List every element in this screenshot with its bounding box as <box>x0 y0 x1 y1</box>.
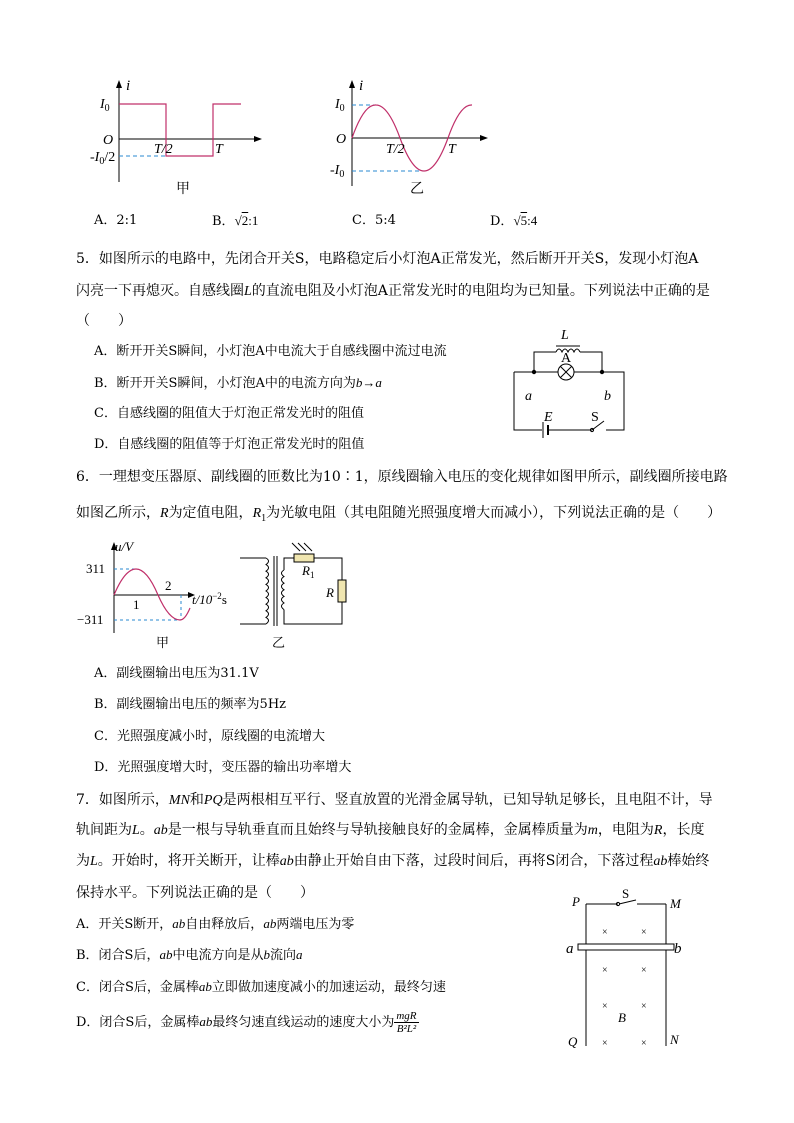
q6-R-label: R <box>326 585 334 600</box>
q6-voltage-graph <box>76 538 246 654</box>
jia-I0-label: $I_0$ <box>100 97 110 114</box>
q7-option-d-pre: D．闭合S后，金属棒 <box>76 1015 200 1030</box>
q7-field-x5: × <box>602 1001 608 1012</box>
q7-option-c-ab: ab <box>198 979 212 994</box>
yi-I0-label: $I_0$ <box>335 97 345 114</box>
q5-option-c: C．自感线圈的阻值大于灯泡正常发光时的阻值 <box>94 406 364 421</box>
q7-stem-line3 <box>76 851 709 872</box>
q7-L-symbol-2: L <box>90 854 98 869</box>
q7-stem-line1 <box>76 790 713 811</box>
q6-option-b: B．副线圈输出电压的频率为5Hz <box>94 697 287 712</box>
q7-option-b-post: 流向 <box>269 948 296 963</box>
q5-circuit-inductor-branch <box>534 352 556 372</box>
yi-T-label: T <box>448 142 456 157</box>
q6-secondary-coil <box>282 570 285 610</box>
q7-stem-line2 <box>76 820 704 841</box>
q6-transformer-circuit <box>236 540 352 654</box>
q7-m-symbol: m <box>587 823 598 838</box>
q6-311-label: 311 <box>86 561 106 576</box>
q7-field-x3: × <box>602 965 608 976</box>
yi-negI0-label: $-I_0$ <box>330 163 345 180</box>
q5-stem-line1: 5．如图所示的电路中，先闭合开关S，电路稳定后小灯泡A正常发光，然后断开开关S，发现小灯泡A <box>76 251 699 267</box>
q5-option-b-text: B．断开开关S瞬间，小灯泡A中的电流方向为 <box>94 376 356 391</box>
q7-rail-PQ: PQ <box>203 793 223 808</box>
q7-label-b: b <box>674 941 682 957</box>
q7-option-c-post: 立即做加速度减小的加速运动，最终匀速 <box>211 980 446 995</box>
q7-field-x4: × <box>641 965 647 976</box>
q7-R-symbol: R <box>653 823 663 838</box>
q6-stem-line2 <box>76 503 721 529</box>
q6-primary-coil <box>266 558 269 624</box>
q7-option-d <box>76 1008 419 1037</box>
q6-R1-symbol: R <box>252 506 262 521</box>
q6-secondary-right <box>314 558 342 580</box>
q5-label-a: a <box>525 389 532 404</box>
q5-label-E: E <box>544 410 553 425</box>
q5-label-A: A <box>561 351 572 366</box>
q6-caption-yi: 乙 <box>272 635 286 650</box>
q7-field-x8: × <box>641 1038 647 1049</box>
q7-stem-line4: 保持水平。下列说法正确的是（ ） <box>76 885 314 901</box>
yi-t-arrow <box>480 135 488 141</box>
q4-option-b-radicand: 2 <box>241 213 249 228</box>
q7-option-a <box>76 914 354 935</box>
q6-stem-line2-mid: 为定值电阻， <box>168 505 253 521</box>
q6-secondary-loop <box>284 558 294 570</box>
q6-secondary-bottom <box>284 602 342 624</box>
q7-option-a-pre: A．开关S断开， <box>76 917 173 932</box>
q5-circuit-inductor-right <box>580 352 602 372</box>
yi-T2-label: T/2 <box>386 142 405 157</box>
jia-caption: 甲 <box>176 182 190 197</box>
q6-t-label: $t/10^{-2}s$ <box>192 591 227 607</box>
q5-label-L: L <box>561 328 569 343</box>
q7-label-M: M <box>670 896 681 911</box>
q7-stem-line2-d: ，长度 <box>662 822 705 838</box>
q4-option-d-label: D． <box>490 214 514 229</box>
q5-option-b <box>94 373 382 394</box>
q7-label-S: S <box>622 886 630 901</box>
jia-T-label: T <box>215 142 223 157</box>
q5-circuit-diagram <box>506 322 630 440</box>
q7-stem-line1-pre: 7．如图所示， <box>76 792 169 808</box>
jia-negI0-label: $-I_0/2$ <box>90 150 116 167</box>
q7-stem-line3-pre: 为 <box>76 853 90 869</box>
q7-rail-MN: MN <box>168 793 190 808</box>
figure-yi-sine-wave <box>332 76 502 200</box>
q5-label-S: S <box>591 410 599 425</box>
q6-R1-subscript: 1 <box>261 512 267 524</box>
q7-L-symbol: L <box>132 823 140 838</box>
q5-label-b: b <box>604 389 611 404</box>
q5-answer-blank: （ ） <box>76 313 132 329</box>
q5-stem-line2-post: 的直流电阻及小灯泡A正常发光时的电阻均为已知量。下列说法中正确的是 <box>251 283 710 299</box>
q6-stem-line2-pre: 如图乙所示， <box>76 505 160 521</box>
yi-caption: 乙 <box>410 182 424 197</box>
yi-i-label: i <box>359 78 364 94</box>
q7-rail-diagram <box>564 886 694 1056</box>
q7-field-x7: × <box>602 1038 608 1049</box>
q5-node-b <box>600 370 604 374</box>
q7-option-d-ab: ab <box>199 1014 213 1029</box>
q7-field-x2: × <box>641 927 647 938</box>
q6-tick-1: 1 <box>133 597 140 612</box>
q7-option-d-denominator: B²L² <box>396 1023 417 1035</box>
q4-option-b-label: B． <box>212 214 235 229</box>
q6-R-symbol: R <box>160 506 169 521</box>
q7-label-a: a <box>566 941 574 957</box>
jia-t-arrow <box>254 136 262 142</box>
jia-origin-label: O <box>103 133 114 148</box>
q5-inductor-symbol: L <box>244 284 252 299</box>
q7-ab-symbol-2: ab <box>279 854 294 869</box>
q7-option-b-a: a <box>296 947 303 962</box>
q7-option-d-numerator: mgR <box>396 1010 417 1022</box>
q6-caption-jia: 甲 <box>156 635 170 650</box>
q7-label-Q: Q <box>568 1034 578 1049</box>
q5-stem-line2 <box>76 281 710 302</box>
q5-node-a <box>532 370 536 374</box>
q7-field-x1: × <box>602 927 608 938</box>
q5-option-a: A．断开开关S瞬间，小灯泡A中电流大于自感线圈中流过电流 <box>94 344 447 359</box>
q7-field-x6: × <box>641 1001 647 1012</box>
q6-photoresistor-R1 <box>294 554 314 562</box>
q6-tick-2: 2 <box>165 578 172 593</box>
q4-option-a: A．2:1 <box>94 213 138 228</box>
q4-option-d-ratio: :4 <box>527 213 538 228</box>
q5-option-b-direction: b→a <box>355 375 382 390</box>
q7-stem-line3-b: 由静止开始自由下落，过段时间后，再将S闭合，下落过程 <box>293 853 654 869</box>
q7-ab-symbol-3: ab <box>653 854 668 869</box>
q6-R1-label: $R_1$ <box>302 563 315 580</box>
q6-uV-label: u/V <box>115 539 134 554</box>
q7-option-b <box>76 945 303 966</box>
q7-option-b-b: b <box>263 947 270 962</box>
jia-i-arrow <box>116 80 122 88</box>
yi-origin-label: O <box>336 132 347 147</box>
jia-T2-label: T/2 <box>154 142 173 157</box>
q7-option-a-ab1: ab <box>172 916 186 931</box>
q7-metal-bar-ab <box>578 944 674 950</box>
q7-stem-line2-pre: 轨间距为 <box>76 822 132 838</box>
q6-option-a: A．副线圈输出电压为31.1V <box>94 666 259 681</box>
q4-option-d: D．√5:4 <box>490 213 538 229</box>
jia-i-label: i <box>126 78 131 94</box>
figure-jia-square-wave <box>90 76 266 200</box>
q7-stem-line3-c: 棒始终 <box>667 853 710 869</box>
q7-ab-symbol: ab <box>153 823 168 838</box>
q7-option-b-mid: 中电流方向是从 <box>172 948 264 963</box>
q5-stem-line2-pre: 闪亮一下再熄灭。自感线圈 <box>76 283 244 299</box>
q4-option-c: C．5:4 <box>352 213 396 228</box>
q7-stem-line3-a: 。开始时，将开关断开，让棒 <box>97 853 280 869</box>
q7-option-d-fraction <box>394 1010 418 1035</box>
q7-option-b-ab: ab <box>159 947 173 962</box>
q7-label-P: P <box>572 894 580 909</box>
q7-option-a-post: 两端电压为零 <box>276 917 355 932</box>
q6-option-c: C．光照强度减小时，原线圈的电流增大 <box>94 729 325 744</box>
q6-neg311-label: −311 <box>77 612 104 627</box>
q7-stem-line2-c: ，电阻为 <box>597 822 654 838</box>
q7-label-B: B <box>618 1010 626 1025</box>
q6-stem-line2-post: 为光敏电阻（其电阻随光照强度增大而减小），下列说法正确的是（ ） <box>266 505 722 521</box>
q7-label-N: N <box>670 1032 679 1047</box>
q7-stem-line2-b: 是一根与导轨垂直而且始终与导轨接触良好的金属棒，金属棒质量为 <box>167 822 588 838</box>
q7-option-a-mid: 自由释放后， <box>185 917 264 932</box>
q7-option-a-ab2: ab <box>263 916 277 931</box>
q7-option-c <box>76 977 446 998</box>
q7-stem-line1-and: 和 <box>189 792 204 808</box>
yi-i-arrow <box>349 80 355 88</box>
q6-stem-line1: 6．一理想变压器原、副线圈的匝数比为10∶1，原线圈输入电压的变化规律如图甲所示，副线圈所接电路 <box>76 469 728 485</box>
q5-option-d: D．自感线圈的阻值等于灯泡正常发光时的阻值 <box>94 437 365 452</box>
q7-option-d-post: 最终匀速直线运动的速度大小为 <box>212 1015 395 1030</box>
q7-option-c-pre: C．闭合S后，金属棒 <box>76 980 199 995</box>
q4-option-b: B．√2:1 <box>212 213 259 229</box>
q6-resistor-R <box>338 580 346 602</box>
q4-option-b-ratio: :1 <box>248 213 259 228</box>
q7-option-b-pre: B．闭合S后， <box>76 948 160 963</box>
q7-stem-line1-post: 是两根相互平行、竖直放置的光滑金属导轨，已知导轨足够长，且电阻不计，导 <box>222 792 713 808</box>
q4-option-d-radicand: 5 <box>520 213 528 228</box>
q7-stem-line2-a: 。 <box>139 822 154 838</box>
q6-option-d: D．光照强度增大时，变压器的输出功率增大 <box>94 760 352 775</box>
